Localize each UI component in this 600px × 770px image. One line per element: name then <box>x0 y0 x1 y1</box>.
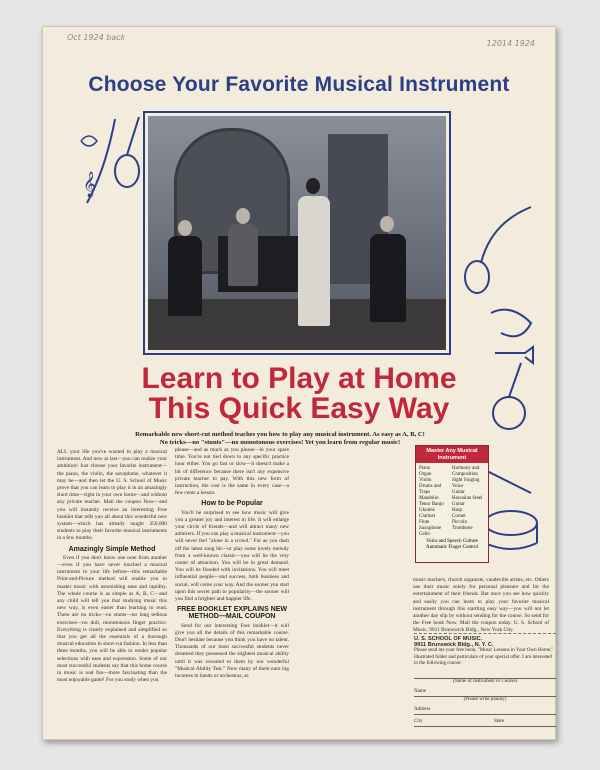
instrument-list-item: Drums and Traps <box>419 484 442 495</box>
text-column-1 <box>57 449 167 687</box>
handwritten-note-right: 12014 1924 <box>486 39 535 48</box>
violin-mandolin-illustration <box>79 111 149 211</box>
col1-lead: ALL your life you've wanted to play a musical instrument. And now at last—you can realize your ambition! Just choose your favorite instrument—the piano, the violin, the saxophone, whatever it may be—and then let the U. S. School of Music prove that you can learn to play it in an amazingly short time—right in your own home—and without any private teacher. Mail the coupon Now—and you will instantly receive an interesting Free booklet that tells you all about this wonderful new system—which has already taught 350,000 students to play their favorite musical instruments in a few months. <box>57 449 167 542</box>
instrument-list-item: Harmony and Composition <box>452 466 480 477</box>
col2-heading: How to be Popular <box>201 500 263 508</box>
instrument-list-item: Sight Singing <box>452 478 480 483</box>
instrument-list-title: Master Any Musical Instrument <box>416 446 488 463</box>
instrument-list-item: Harp <box>452 508 462 513</box>
coupon-instrument-label: (Name of Instrument or Course) <box>452 679 518 685</box>
coupon-city-label: City <box>414 719 423 725</box>
instrument-list-item: Voice <box>452 484 464 489</box>
title-line-2: This Quick Easy Way <box>148 392 450 425</box>
coupon-address: 9911 Brunswick Bldg., N. Y. C. <box>414 642 494 649</box>
coupon-city-field[interactable] <box>414 718 556 727</box>
instrument-list-item: Piccolo <box>452 520 467 525</box>
instrument-list-item: Trombone <box>452 526 473 531</box>
instrument-list-item: Cornet <box>452 514 466 519</box>
coupon-address-label: Address <box>414 707 431 713</box>
col3-body: music teachers, church organists, vaudeville artists, etc. Others use their music solely for personal pleasure and for the entertainment of their friends. But once you see how quickly and easily you can learn to play your favorite musical instrument through this startling easy way—you will not let another day slip by without sending for the course. So send for the Free book Now. Mail the coupon today. U. S. School of Music, 9911 Brunswick Bldg., New York City. <box>413 577 549 634</box>
instrument-list-item: Guitar <box>452 502 465 507</box>
col2-lead: please—and as much as you please—in your spare time. You're not tied down to any specific practice hour either. You go fast or slow—it doesn't make a bit of difference because there isn't any expensive private teacher to pay. With this new form of instruction, the cost is the same in every case—a few cents a lesson. <box>175 447 289 497</box>
instrument-list-item: Cello <box>419 532 430 537</box>
instrument-list-item: Violin <box>419 478 432 483</box>
instrument-list-item: Ukulele <box>419 508 435 513</box>
instrument-list-footer: Voice and Speech Culture Automatic Finger Control <box>426 539 478 550</box>
quartet-photo <box>143 111 451 355</box>
instrument-list-item: Piano <box>419 466 431 471</box>
instrument-list-col-a <box>419 466 452 538</box>
instrument-list-item: Saxophone <box>419 526 442 531</box>
instrument-list-item: Organ <box>419 472 432 477</box>
coupon-body: Please send me your free book, "Music Lessons in Your Own Home," illustrated folder and particulars of your special offer. I am interested in the following course: <box>414 648 554 666</box>
instrument-list-item: Guitar <box>452 490 465 495</box>
instrument-list-item: Hawaiian Steel <box>452 496 483 501</box>
coupon-instrument-field[interactable] <box>414 670 556 679</box>
coupon-state-label: State <box>494 719 504 725</box>
text-column-2 <box>175 447 289 682</box>
coupon-company: U. S. SCHOOL OF MUSIC, <box>414 636 483 642</box>
col1-heading: Amazingly Simple Method <box>68 545 156 553</box>
coupon-name-field[interactable] <box>414 688 556 697</box>
col2-body: You'll be surprised to see how music will give you a greater joy and interest in life. It will enlarge your circle of friends—and will attract many new admirers. If you can play a musical instrument—you will never feel "alone in a crowd." For as you dash off the latest song hit—or play some lovely melody from a well-known classic—you will be the very center of attraction. You will be in great demand. You will be flooded with invitations. You will meet influential people—and success, both business and social, will come your way. And the sooner you start upon this secret path to popularity—the sooner will you find a brighter and happier life. <box>175 509 289 603</box>
coupon-address-field[interactable] <box>414 706 556 715</box>
col2-heading-booklet: FREE BOOKLET EXPLAINS NEW METHOD—MAIL COUPON <box>176 606 288 621</box>
title-line-1: Learn to Play at Home <box>141 362 457 395</box>
text-column-3 <box>413 577 549 637</box>
svg-text:𝄞: 𝄞 <box>83 172 97 197</box>
col2-body-booklet: Send for our interesting Free booklet—it will give you all the details of this remarkable course. Don't hesitate because you think you have no talent. Thousands of our most successful students never dreamed they possessed the slightest musical ability until it was revealed to them by our wonderful "Musical Ability Test." Now many of them earn big incomes in bands or orchestras, as <box>175 622 289 680</box>
mail-coupon[interactable] <box>414 633 556 733</box>
magazine-back-cover <box>42 26 556 740</box>
instrument-list-item: Tenor Banjo <box>419 502 444 507</box>
instrument-list-item: Mandolin <box>419 496 439 501</box>
instrument-list-item: Flute <box>419 520 430 525</box>
instrument-list-box <box>415 445 489 563</box>
headline: Choose Your Favorite Musical Instrument <box>88 73 510 96</box>
coupon-name-label: Name <box>414 689 426 695</box>
col1-body: Even if you don't know one note from another—even if you have never touched a musical instrument in your life before—this remarkable Print-and-Picture method will enable you to master music with astonishing ease and rapidity. The whole course is as simple as A, B, C—and any child will tell you that studying music this new way, is even easier than learning to read. There are no tricks—no stunts—no long tedious exercises—no dull, monotonous finger practice. Everything is clearly explained and simplified so that you get all the essentials of a thorough musical education in short-cut fashion. In less than three months, you will be able to render popular selections with ease and expression. Some of our most successful students say that this home course in music is real fun—more fascinating than the most enjoyable game! For you study when you <box>57 554 167 684</box>
instrument-list-item: Clarinet <box>419 514 436 519</box>
subheadline: Remarkable new short-cut method teaches you how to play any musical instrument. As easy as A, B, C! No tricks—no "stunts"—no monotonous exercises! Yet you learn from regular music! <box>135 431 425 446</box>
coupon-print-label: (Please write plainly) <box>463 697 507 703</box>
handwritten-note-left: Oct 1924 back <box>67 33 126 42</box>
instrument-list-col-b <box>452 466 485 538</box>
